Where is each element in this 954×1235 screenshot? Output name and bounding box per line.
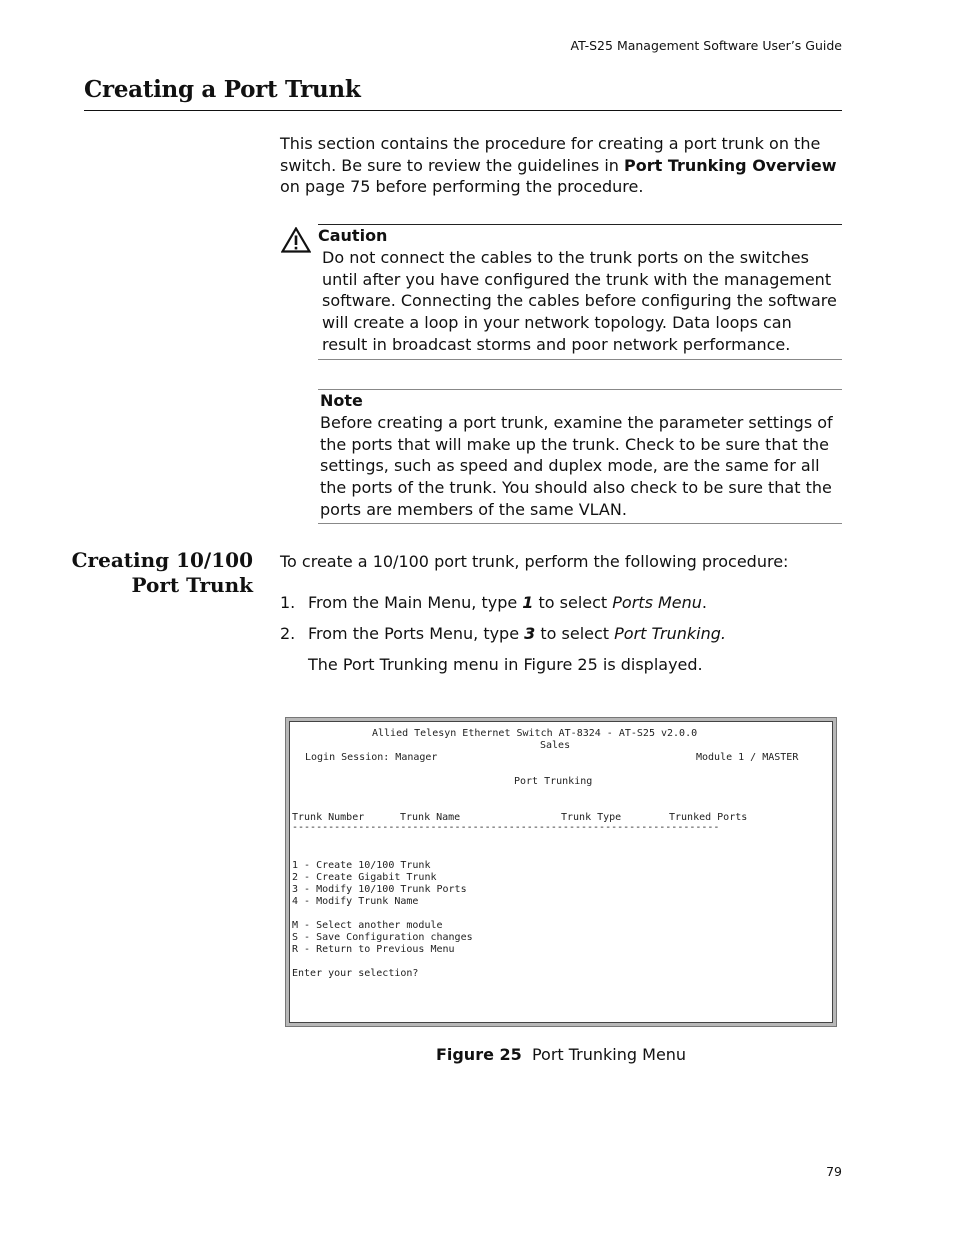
step-number: 1.	[280, 593, 296, 612]
terminal-window	[289, 721, 833, 1023]
section-title: Creating a Port Trunk	[84, 76, 361, 103]
figure-label: Figure 25	[435, 1045, 522, 1064]
caution-top-rule	[318, 224, 842, 225]
menu-target: Port Trunking.	[614, 624, 726, 643]
note-text: Before creating a port trunk, examine the parameter settings of the ports that will make up the trunk. Check to be sure that the settings, such as speed and duplex mode, are the same for all the ports of the trunk. You should also check to be sure that the ports are members of the same VLAN.	[320, 413, 833, 519]
running-head: AT-S25 Management Software User’s Guide	[570, 38, 842, 53]
intro-text-1: This section contains the procedure for creating a port trunk on the switch. Be sure to review the guidelines in	[280, 134, 821, 175]
terminal-prompt[interactable]: Enter your selection?	[292, 968, 419, 979]
terminal-separator: -----------------------------------------------------------------------	[292, 822, 720, 833]
intro-paragraph	[280, 133, 842, 198]
terminal-option[interactable]: 4 - Modify Trunk Name	[292, 896, 419, 907]
intro-text-2: on page 75 before performing the procedure.	[280, 177, 644, 197]
terminal-menu-title: Port Trunking	[514, 776, 593, 787]
warning-triangle-icon	[281, 227, 311, 253]
step-text: From the Main Menu, type 1 to select Ports Menu.	[308, 593, 708, 612]
note-bottom-rule	[318, 523, 842, 524]
terminal-column-trunk-number: Trunk Number	[292, 812, 365, 823]
title-rule	[84, 110, 842, 111]
terminal-module: Module 1 / MASTER	[696, 752, 799, 763]
terminal-header-site: Sales	[540, 740, 571, 751]
cross-reference-link[interactable]: Port Trunking Overview	[624, 155, 837, 175]
terminal-nav-option[interactable]: S - Save Configuration changes	[292, 932, 473, 943]
figure-caption-text: Port Trunking Menu	[531, 1045, 687, 1064]
terminal-option[interactable]: 2 - Create Gigabit Trunk	[292, 872, 437, 883]
subsection-heading-line1: Creating 10/100	[71, 548, 253, 572]
menu-key: 1	[522, 593, 534, 612]
terminal-screenshot	[285, 717, 837, 1027]
caution-label: Caution	[318, 226, 388, 245]
terminal-option[interactable]: 1 - Create 10/100 Trunk	[292, 860, 431, 871]
subsection-heading-line2: Port Trunk	[131, 573, 253, 597]
terminal-column-trunked-ports: Trunked Ports	[669, 812, 748, 823]
terminal-nav-option[interactable]: R - Return to Previous Menu	[292, 944, 455, 955]
note-top-rule	[318, 389, 842, 390]
terminal-option[interactable]: 3 - Modify 10/100 Trunk Ports	[292, 884, 467, 895]
figure-caption	[280, 1045, 842, 1064]
step-result-text: The Port Trunking menu in Figure 25 is displayed.	[308, 655, 703, 674]
terminal-column-trunk-type: Trunk Type	[561, 812, 622, 823]
step-number: 2.	[280, 624, 296, 643]
note-label: Note	[320, 391, 363, 410]
terminal-nav-option[interactable]: M - Select another module	[292, 920, 443, 931]
procedure-step-1	[280, 592, 840, 614]
subsection-heading	[62, 548, 253, 598]
caution-bottom-rule	[318, 359, 842, 360]
terminal-header-title: Allied Telesyn Ethernet Switch AT-8324 - AT-S25 v2.0.0	[372, 728, 698, 739]
terminal-column-trunk-name: Trunk Name	[400, 812, 461, 823]
menu-key: 3	[524, 624, 536, 643]
step-text: From the Ports Menu, type 3 to select Port Trunking.	[308, 624, 726, 643]
menu-target: Ports Menu	[612, 593, 702, 612]
caution-text: Do not connect the cables to the trunk ports on the switches until after you have configured the trunk with the management software. Connecting the cables before configuring the software will create a loop in your network topology. Data loops can result in broadcast storms and poor network performance.	[322, 248, 837, 354]
procedure-intro: To create a 10/100 port trunk, perform the following procedure:	[280, 552, 789, 571]
page-number: 79	[826, 1164, 842, 1179]
procedure-step-2	[280, 623, 840, 645]
terminal-login-session: Login Session: Manager	[305, 752, 438, 763]
